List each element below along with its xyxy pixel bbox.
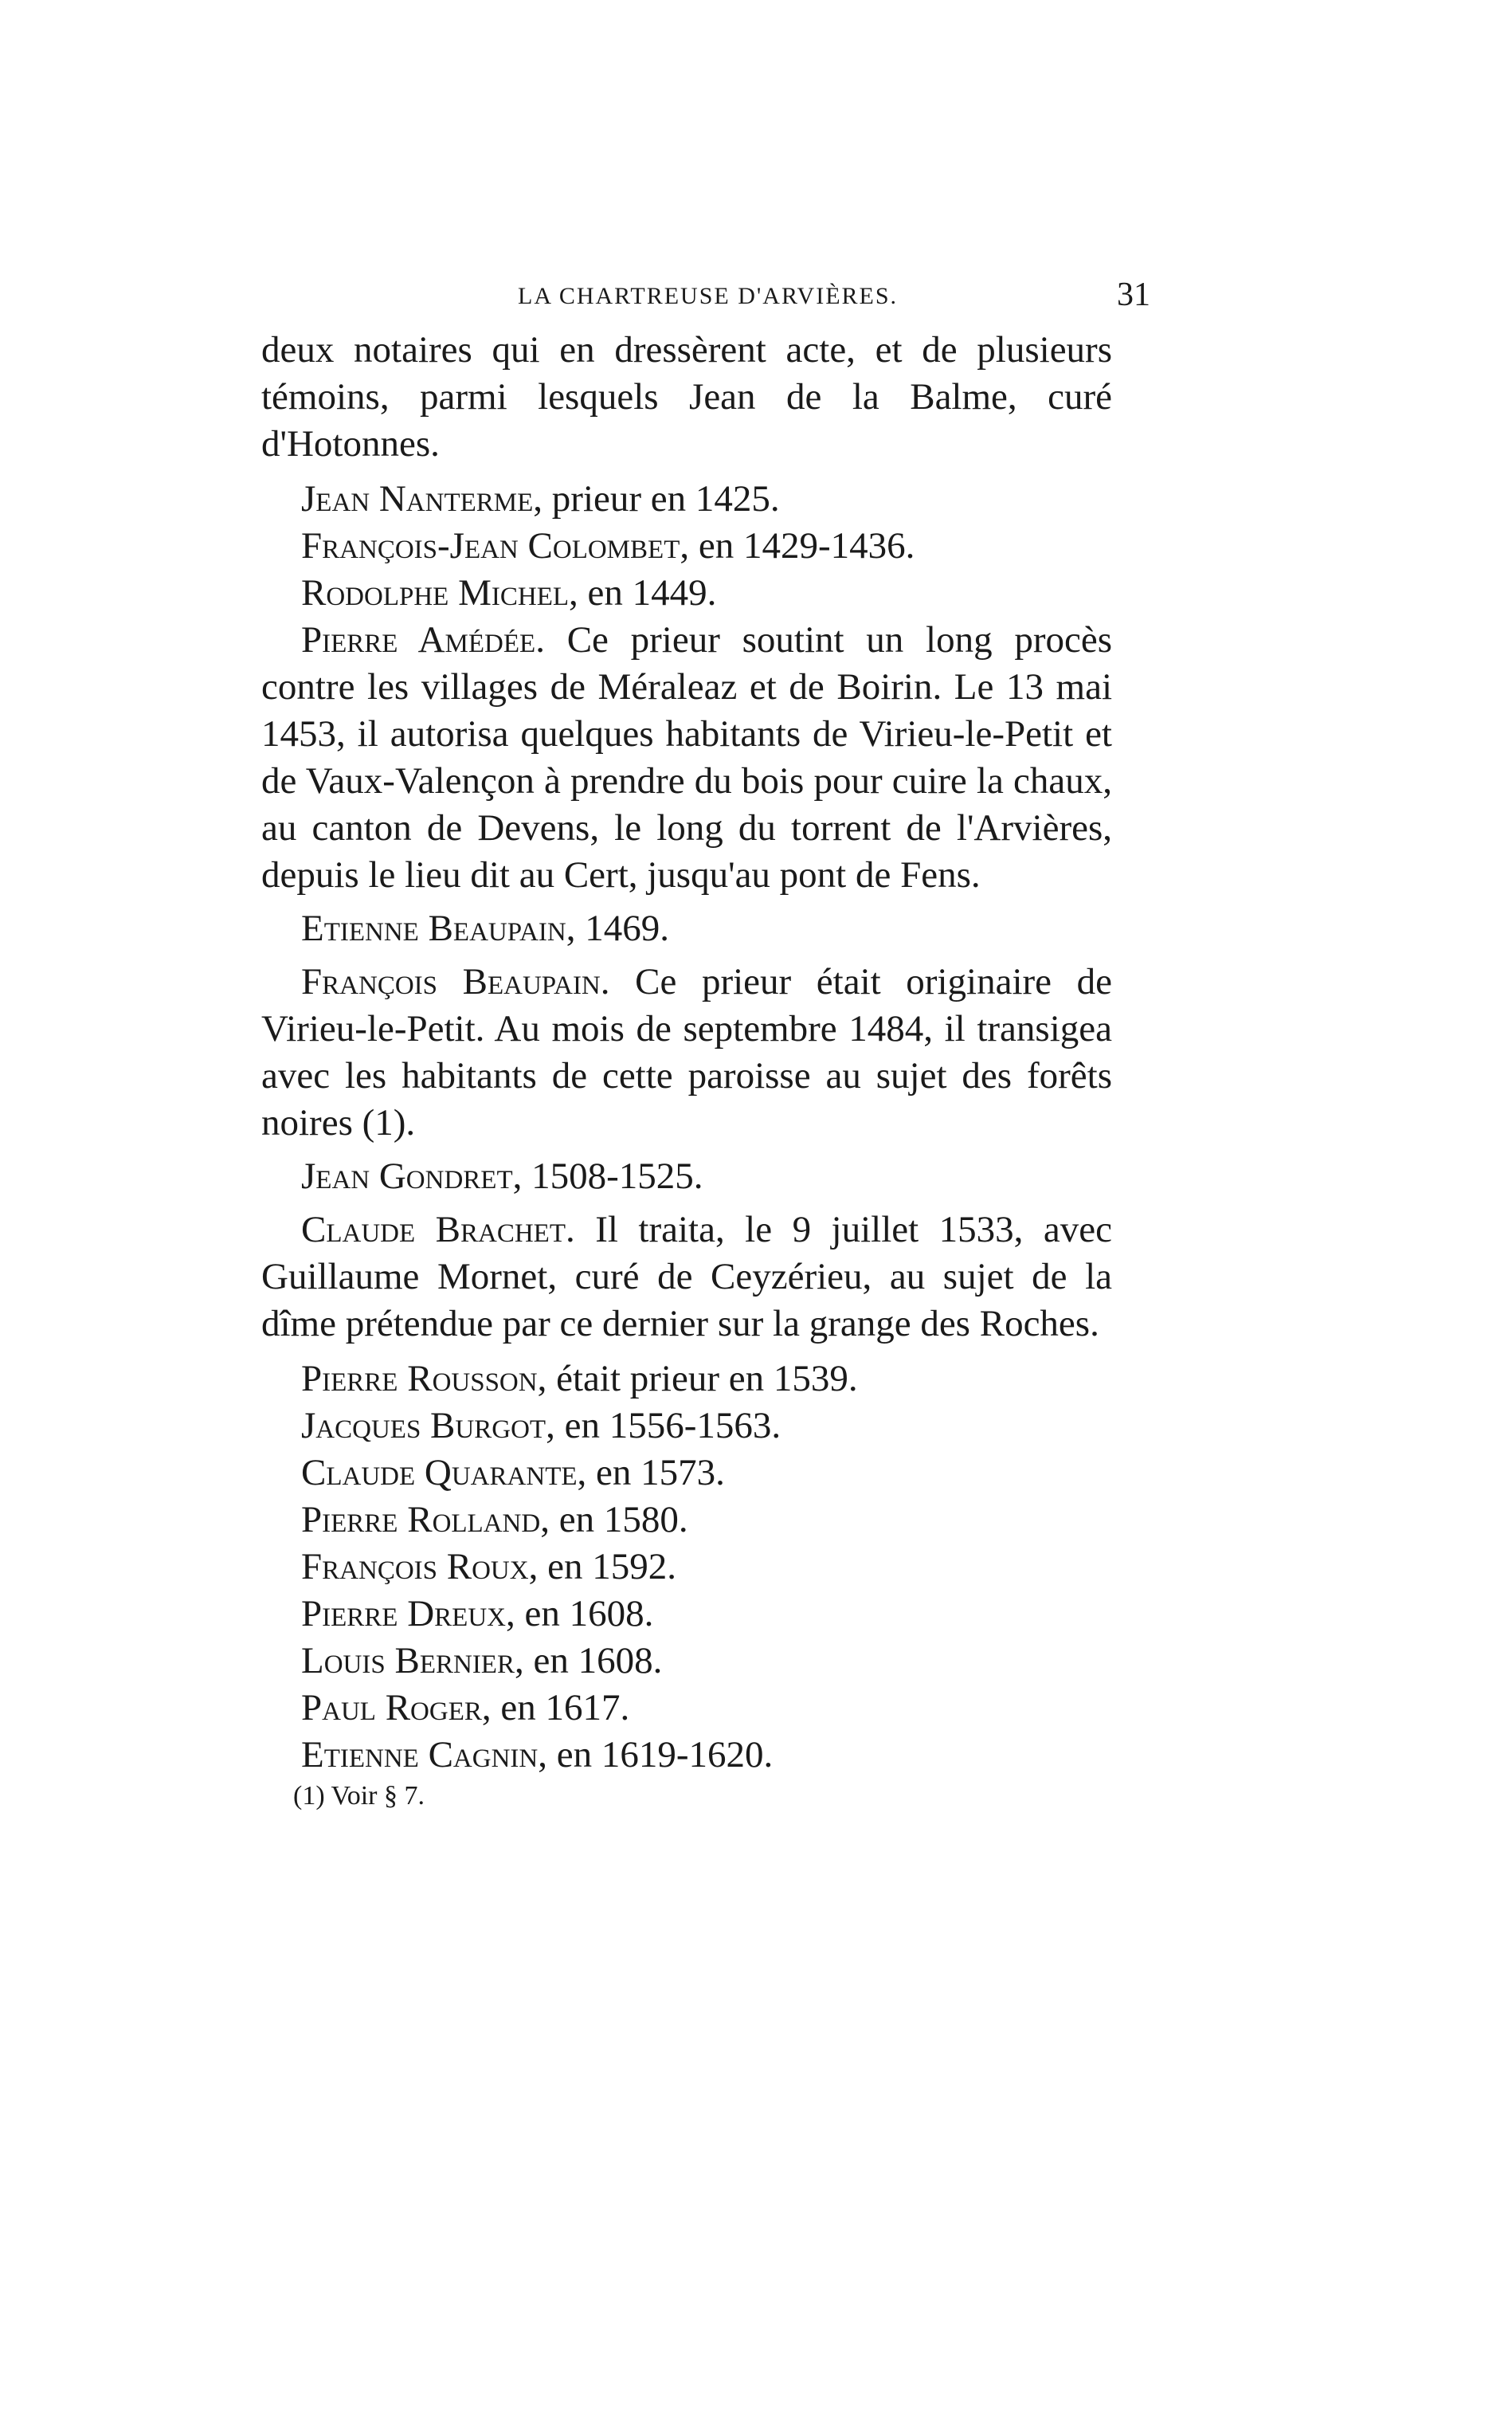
prior-entry — [261, 1450, 1112, 1497]
prior-entry — [261, 1544, 1112, 1591]
prior-name: Pierre Rolland — [301, 1499, 541, 1540]
prior-entry — [261, 1732, 1112, 1779]
prior-detail: , 1508-1525. — [512, 1155, 703, 1197]
prior-detail: , en 1449. — [569, 572, 717, 614]
prior-detail: , en 1617. — [481, 1687, 630, 1728]
prior-name: Pierre Dreux — [301, 1593, 506, 1634]
prior-detail: , en 1573. — [577, 1452, 725, 1493]
prior-name: Paul Roger — [301, 1687, 482, 1728]
prior-name: Pierre Amédée — [301, 619, 536, 661]
prior-list-late — [261, 1356, 1112, 1779]
prior-name: Rodolphe Michel — [301, 572, 570, 614]
prior-list-early — [261, 476, 1112, 617]
prior-entry — [261, 1685, 1112, 1732]
prior-entry — [261, 1153, 1112, 1200]
prior-entry — [261, 1591, 1112, 1638]
prior-detail: , 1469. — [566, 908, 669, 949]
prior-detail: , prieur en 1425. — [533, 478, 780, 520]
prior-entry — [261, 570, 1112, 617]
prior-detail: , en 1556-1563. — [546, 1405, 781, 1446]
prior-name: Louis Bernier — [301, 1640, 515, 1681]
prior-name: Jean Gondret — [301, 1155, 513, 1197]
prior-entry — [261, 1638, 1112, 1685]
prior-name: Claude Brachet — [301, 1209, 566, 1250]
prior-detail: , en 1592. — [528, 1546, 676, 1587]
prior-name: Etienne Beaupain — [301, 908, 566, 949]
prior-name: François Roux — [301, 1546, 529, 1587]
prior-detail: . Il traita, le 9 juillet 1533, avec Guillaume Mornet, curé de Ceyzérieu, au sujet de la dîme prétendue par ce dernier sur la grange des Roches. — [261, 1209, 1112, 1344]
body-text — [261, 327, 1112, 1779]
prior-name: Jean Nanterme — [301, 478, 534, 520]
running-title: LA CHARTREUSE D'ARVIÈRES. — [518, 283, 899, 309]
prior-name: Claude Quarante — [301, 1452, 578, 1493]
prior-detail: , en 1619-1620. — [538, 1734, 774, 1775]
prior-entry — [261, 1356, 1112, 1403]
prior-name: François-Jean Colombet — [301, 525, 680, 567]
prior-entry — [261, 1497, 1112, 1544]
prior-detail: , était prieur en 1539. — [537, 1358, 858, 1399]
prior-paragraph — [261, 617, 1112, 899]
page-number: 31 — [1117, 277, 1150, 313]
prior-entry — [261, 476, 1112, 523]
prior-detail: . Ce prieur était originaire de Virieu-le-Petit. Au mois de septembre 1484, il transigea avec les habitants de cette paroisse au sujet des forêts noires (1). — [261, 961, 1112, 1144]
prior-name: François Beaupain — [301, 961, 601, 1002]
prior-paragraph — [261, 959, 1112, 1147]
prior-name: Pierre Rousson — [301, 1358, 538, 1399]
prior-detail: , en 1580. — [540, 1499, 688, 1540]
prior-entry — [261, 905, 1112, 952]
prior-entry — [261, 1403, 1112, 1450]
prior-detail: , en 1608. — [506, 1593, 654, 1634]
footnote: (1) Voir § 7. — [293, 1781, 425, 1811]
prior-detail: , en 1429-1436. — [680, 525, 915, 567]
prior-name: Jacques Burgot — [301, 1405, 546, 1446]
prior-entry — [261, 523, 1112, 570]
prior-name: Etienne Cagnin — [301, 1734, 539, 1775]
prior-detail: . Ce prieur soutint un long procès contre les villages de Méraleaz et de Boirin. Le 13 mai 1453, il autorisa quelques habitants de Virieu-le-Petit et de Vaux-Valençon à prendre du bois pour cuire la chaux, au canton de Devens, le long du torrent de l'Arvières, depuis le lieu dit au Cert, jusqu'au pont de Fens. — [261, 619, 1112, 896]
prior-paragraph — [261, 1206, 1112, 1348]
prior-detail: , en 1608. — [514, 1640, 663, 1681]
opening-paragraph: deux notaires qui en dressèrent acte, et de plusieurs témoins, parmi lesquels Jean de la Balme, curé d'Hotonnes. — [261, 329, 1112, 465]
